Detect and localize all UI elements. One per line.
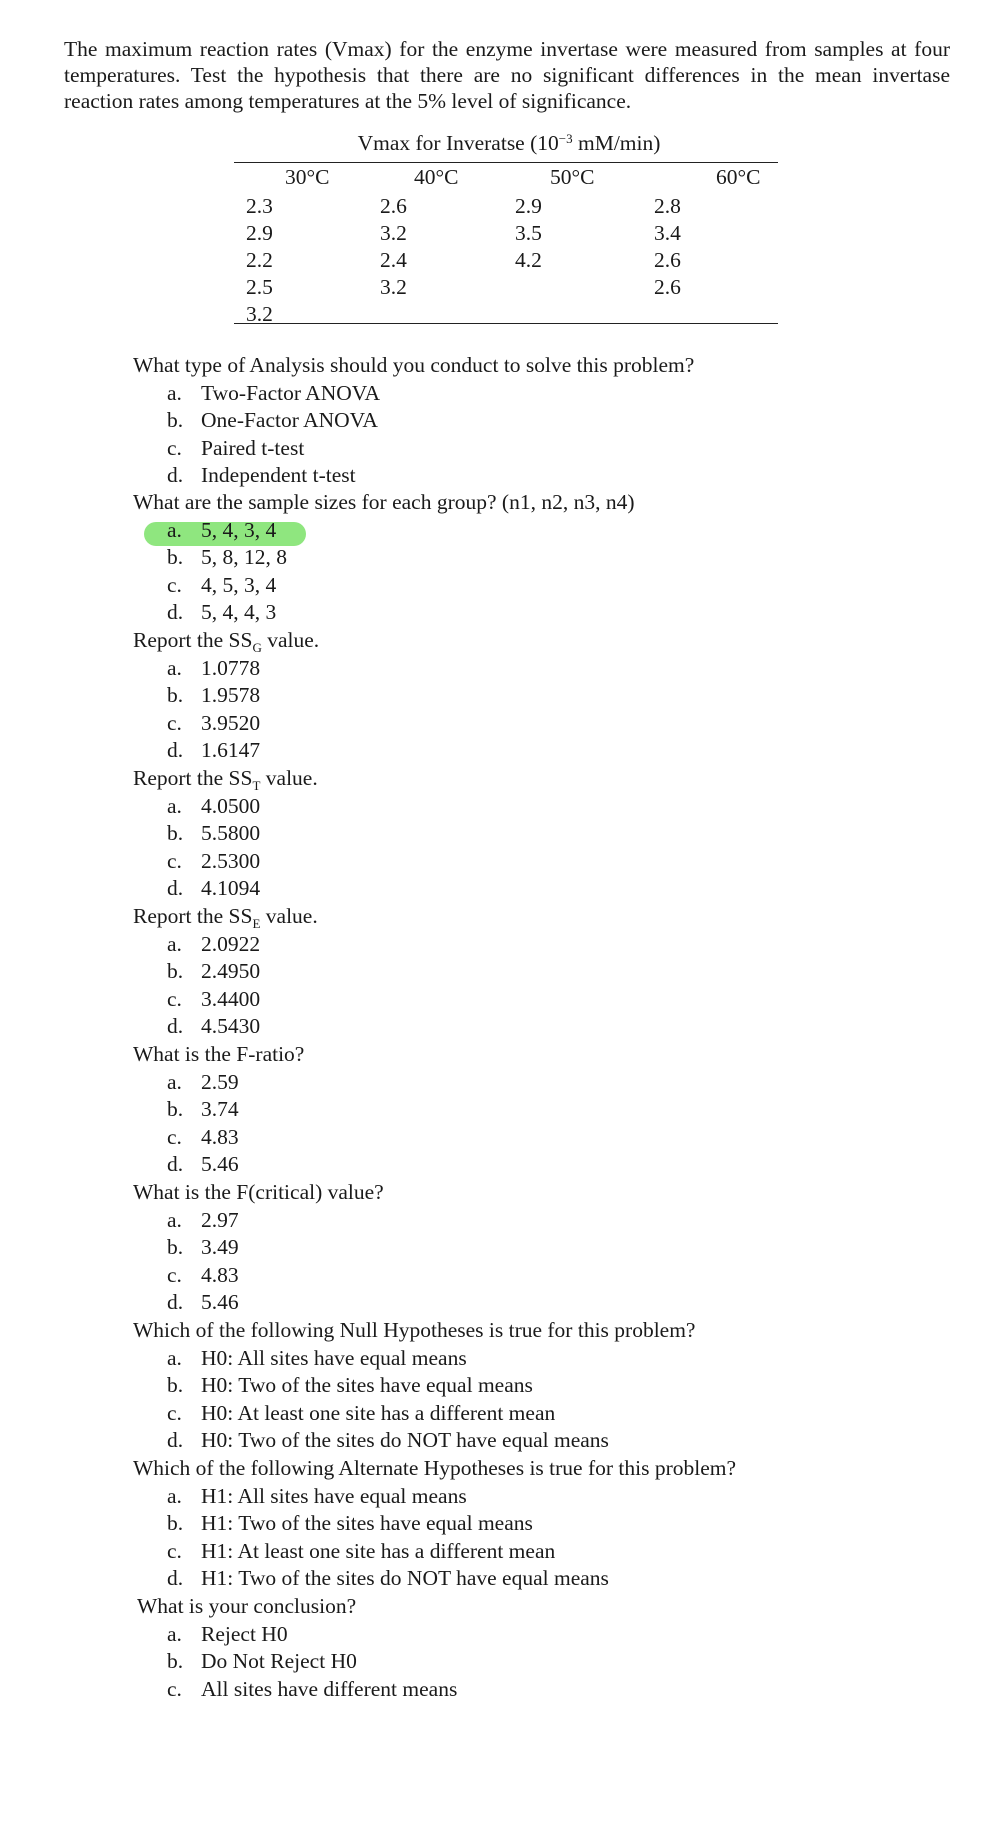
answer-option[interactable] bbox=[167, 1372, 533, 1398]
answer-option[interactable] bbox=[167, 544, 287, 570]
option-label: 2.97 bbox=[201, 1208, 239, 1232]
answer-option[interactable] bbox=[167, 793, 260, 819]
answer-option[interactable] bbox=[167, 820, 260, 846]
option-label: Paired t-test bbox=[201, 436, 305, 460]
option-letter: d. bbox=[167, 876, 184, 900]
answer-option[interactable] bbox=[167, 462, 356, 488]
option-letter: c. bbox=[167, 711, 182, 735]
option-label: 3.4400 bbox=[201, 987, 261, 1011]
question-f-ratio: What is the F-ratio? bbox=[133, 1042, 305, 1066]
option-label: One-Factor ANOVA bbox=[201, 408, 378, 432]
option-label: Two-Factor ANOVA bbox=[201, 381, 381, 405]
table-cell: 2.2 bbox=[246, 248, 273, 272]
col-header-40c: 40°C bbox=[414, 165, 459, 189]
answer-option[interactable] bbox=[167, 1621, 288, 1647]
option-letter: d. bbox=[167, 1290, 184, 1314]
question-subscript: T bbox=[252, 778, 261, 793]
option-label: H1: At least one site has a different mean bbox=[201, 1539, 556, 1563]
col-header-60c: 60°C bbox=[716, 165, 761, 189]
table-cell: 2.8 bbox=[654, 194, 681, 218]
option-letter: b. bbox=[167, 545, 184, 569]
table-cell: 2.9 bbox=[246, 221, 273, 245]
table-bottom-rule bbox=[234, 323, 778, 324]
question-text: Report the SS bbox=[133, 766, 253, 790]
answer-option[interactable] bbox=[167, 407, 378, 433]
option-label: H0: At least one site has a different mean bbox=[201, 1401, 556, 1425]
answer-option[interactable] bbox=[167, 958, 260, 984]
option-label: 3.49 bbox=[201, 1235, 239, 1259]
option-letter: d. bbox=[167, 738, 184, 762]
answer-option[interactable] bbox=[167, 1345, 467, 1371]
question-ss-g bbox=[133, 627, 319, 653]
option-letter: d. bbox=[167, 463, 184, 487]
answer-option[interactable] bbox=[167, 1151, 239, 1177]
option-label: 4.83 bbox=[201, 1125, 239, 1149]
option-label: H0: Two of the sites do NOT have equal means bbox=[201, 1428, 609, 1452]
option-label: 1.0778 bbox=[201, 656, 261, 680]
option-label: 5.5800 bbox=[201, 821, 261, 845]
table-title bbox=[240, 131, 778, 156]
question-conclusion: What is your conclusion? bbox=[137, 1594, 357, 1618]
answer-option[interactable] bbox=[167, 875, 260, 901]
option-label: 1.6147 bbox=[201, 738, 261, 762]
table-cell: 2.6 bbox=[380, 194, 407, 218]
option-label: 1.9578 bbox=[201, 683, 261, 707]
table-cell: 3.2 bbox=[380, 221, 407, 245]
option-letter: d. bbox=[167, 1428, 184, 1452]
option-label: Do Not Reject H0 bbox=[201, 1649, 357, 1673]
answer-option[interactable] bbox=[167, 931, 260, 957]
answer-option[interactable] bbox=[167, 380, 380, 406]
problem-statement: The maximum reaction rates (Vmax) for the enzyme invertase were measured from samples at four temperatures. Test the hypothesis that there are no significant differences in the mean invertase reaction rates among temperatures at the 5% level of significance. bbox=[64, 37, 950, 113]
option-label: 5.46 bbox=[201, 1290, 239, 1314]
table-cell: 4.2 bbox=[515, 248, 542, 272]
col-header-30c: 30°C bbox=[285, 165, 330, 189]
table-top-rule bbox=[234, 162, 778, 163]
option-label: H0: All sites have equal means bbox=[201, 1346, 467, 1370]
question-subscript: E bbox=[252, 916, 261, 931]
option-label: 5, 4, 4, 3 bbox=[201, 600, 277, 624]
answer-option[interactable] bbox=[167, 1565, 609, 1591]
answer-option[interactable] bbox=[167, 572, 276, 598]
option-letter: a. bbox=[167, 1070, 182, 1094]
option-letter: b. bbox=[167, 1097, 184, 1121]
question-text: Report the SS bbox=[133, 904, 253, 928]
option-label: 4.1094 bbox=[201, 876, 261, 900]
option-letter: b. bbox=[167, 1373, 184, 1397]
option-letter: b. bbox=[167, 959, 184, 983]
option-letter: b. bbox=[167, 408, 184, 432]
question-subscript: G bbox=[252, 640, 262, 655]
option-label: 3.74 bbox=[201, 1097, 239, 1121]
answer-option[interactable] bbox=[167, 1234, 239, 1260]
option-label: H1: All sites have equal means bbox=[201, 1484, 467, 1508]
option-letter: a. bbox=[167, 1208, 182, 1232]
table-title-main: Vmax for Inveratse (10 bbox=[357, 131, 559, 155]
option-letter: c. bbox=[167, 436, 182, 460]
option-letter: d. bbox=[167, 1152, 184, 1176]
option-label: 5, 8, 12, 8 bbox=[201, 545, 287, 569]
answer-option[interactable] bbox=[167, 1013, 260, 1039]
option-letter: c. bbox=[167, 1125, 182, 1149]
option-label: Reject H0 bbox=[201, 1622, 288, 1646]
table-title-units: mM/min) bbox=[572, 131, 661, 155]
option-letter: a. bbox=[167, 381, 182, 405]
answer-option[interactable] bbox=[167, 1207, 239, 1233]
option-label: 5.46 bbox=[201, 1152, 239, 1176]
option-letter: c. bbox=[167, 1677, 182, 1701]
answer-option[interactable] bbox=[167, 848, 260, 874]
question-text-suffix: value. bbox=[260, 766, 318, 790]
option-label: H1: Two of the sites do NOT have equal means bbox=[201, 1566, 609, 1590]
option-label: 2.5300 bbox=[201, 849, 261, 873]
option-label: Independent t-test bbox=[201, 463, 356, 487]
option-letter: c. bbox=[167, 573, 182, 597]
question-analysis-type: What type of Analysis should you conduct to solve this problem? bbox=[133, 353, 695, 377]
option-label: 2.4950 bbox=[201, 959, 261, 983]
table-cell: 2.6 bbox=[654, 248, 681, 272]
question-ss-e bbox=[133, 903, 318, 929]
option-label: 4.0500 bbox=[201, 794, 261, 818]
option-letter: a. bbox=[167, 1622, 182, 1646]
table-cell: 2.6 bbox=[654, 275, 681, 299]
option-letter: a. bbox=[167, 1484, 182, 1508]
option-letter: c. bbox=[167, 1539, 182, 1563]
answer-option[interactable] bbox=[167, 1096, 239, 1122]
option-letter: b. bbox=[167, 1649, 184, 1673]
answer-option[interactable] bbox=[167, 737, 260, 763]
option-letter: a. bbox=[167, 794, 182, 818]
answer-option[interactable] bbox=[167, 1289, 239, 1315]
option-letter: b. bbox=[167, 821, 184, 845]
option-letter: c. bbox=[167, 987, 182, 1011]
option-letter: a. bbox=[167, 518, 182, 542]
question-null-hypothesis: Which of the following Null Hypotheses is true for this problem? bbox=[133, 1318, 696, 1342]
answer-option[interactable] bbox=[167, 710, 260, 736]
answer-option[interactable] bbox=[167, 655, 260, 681]
question-text-suffix: value. bbox=[261, 628, 320, 652]
answer-option[interactable] bbox=[167, 1427, 609, 1453]
option-letter: b. bbox=[167, 1235, 184, 1259]
option-letter: d. bbox=[167, 1566, 184, 1590]
option-letter: c. bbox=[167, 1401, 182, 1425]
answer-option[interactable] bbox=[167, 1510, 533, 1536]
option-label: 2.0922 bbox=[201, 932, 261, 956]
answer-option[interactable] bbox=[167, 1069, 239, 1095]
table-cell: 3.4 bbox=[654, 221, 681, 245]
question-ss-t bbox=[133, 765, 318, 791]
question-f-critical: What is the F(critical) value? bbox=[133, 1180, 384, 1204]
answer-option[interactable] bbox=[167, 1648, 357, 1674]
option-letter: c. bbox=[167, 1263, 182, 1287]
answer-option[interactable] bbox=[167, 682, 260, 708]
question-text-suffix: value. bbox=[260, 904, 318, 928]
option-letter: a. bbox=[167, 932, 182, 956]
option-letter: a. bbox=[167, 656, 182, 680]
option-label: 3.9520 bbox=[201, 711, 261, 735]
option-label: 4, 5, 3, 4 bbox=[201, 573, 277, 597]
table-cell: 2.3 bbox=[246, 194, 273, 218]
option-letter: b. bbox=[167, 683, 184, 707]
table-cell: 2.9 bbox=[515, 194, 542, 218]
question-sample-sizes: What are the sample sizes for each group? (n1, n2, n3, n4) bbox=[133, 490, 635, 514]
table-cell: 2.4 bbox=[380, 248, 407, 272]
question-alternate-hypothesis: Which of the following Alternate Hypotheses is true for this problem? bbox=[133, 1456, 737, 1480]
option-label: 4.83 bbox=[201, 1263, 239, 1287]
option-label: 5, 4, 3, 4 bbox=[201, 518, 277, 542]
answer-option[interactable] bbox=[167, 1124, 239, 1150]
option-label: 4.5430 bbox=[201, 1014, 261, 1038]
question-text: Report the SS bbox=[133, 628, 253, 652]
option-label: H1: Two of the sites have equal means bbox=[201, 1511, 533, 1535]
answer-option[interactable] bbox=[167, 1483, 467, 1509]
option-letter: b. bbox=[167, 1511, 184, 1535]
answer-option[interactable] bbox=[167, 1676, 457, 1702]
option-label: 2.59 bbox=[201, 1070, 239, 1094]
answer-option[interactable] bbox=[167, 517, 276, 543]
option-letter: d. bbox=[167, 600, 184, 624]
option-letter: a. bbox=[167, 1346, 182, 1370]
col-header-50c: 50°C bbox=[550, 165, 595, 189]
table-title-exponent: −3 bbox=[558, 131, 573, 146]
answer-option[interactable] bbox=[167, 1262, 239, 1288]
option-letter: d. bbox=[167, 1014, 184, 1038]
answer-option[interactable] bbox=[167, 986, 260, 1012]
table-cell: 3.2 bbox=[246, 302, 273, 326]
table-cell: 2.5 bbox=[246, 275, 273, 299]
table-cell: 3.5 bbox=[515, 221, 542, 245]
option-letter: c. bbox=[167, 849, 182, 873]
answer-option[interactable] bbox=[167, 599, 276, 625]
table-cell: 3.2 bbox=[380, 275, 407, 299]
answer-option[interactable] bbox=[167, 435, 304, 461]
option-label: All sites have different means bbox=[201, 1677, 458, 1701]
option-label: H0: Two of the sites have equal means bbox=[201, 1373, 533, 1397]
answer-option[interactable] bbox=[167, 1538, 555, 1564]
answer-option[interactable] bbox=[167, 1400, 555, 1426]
